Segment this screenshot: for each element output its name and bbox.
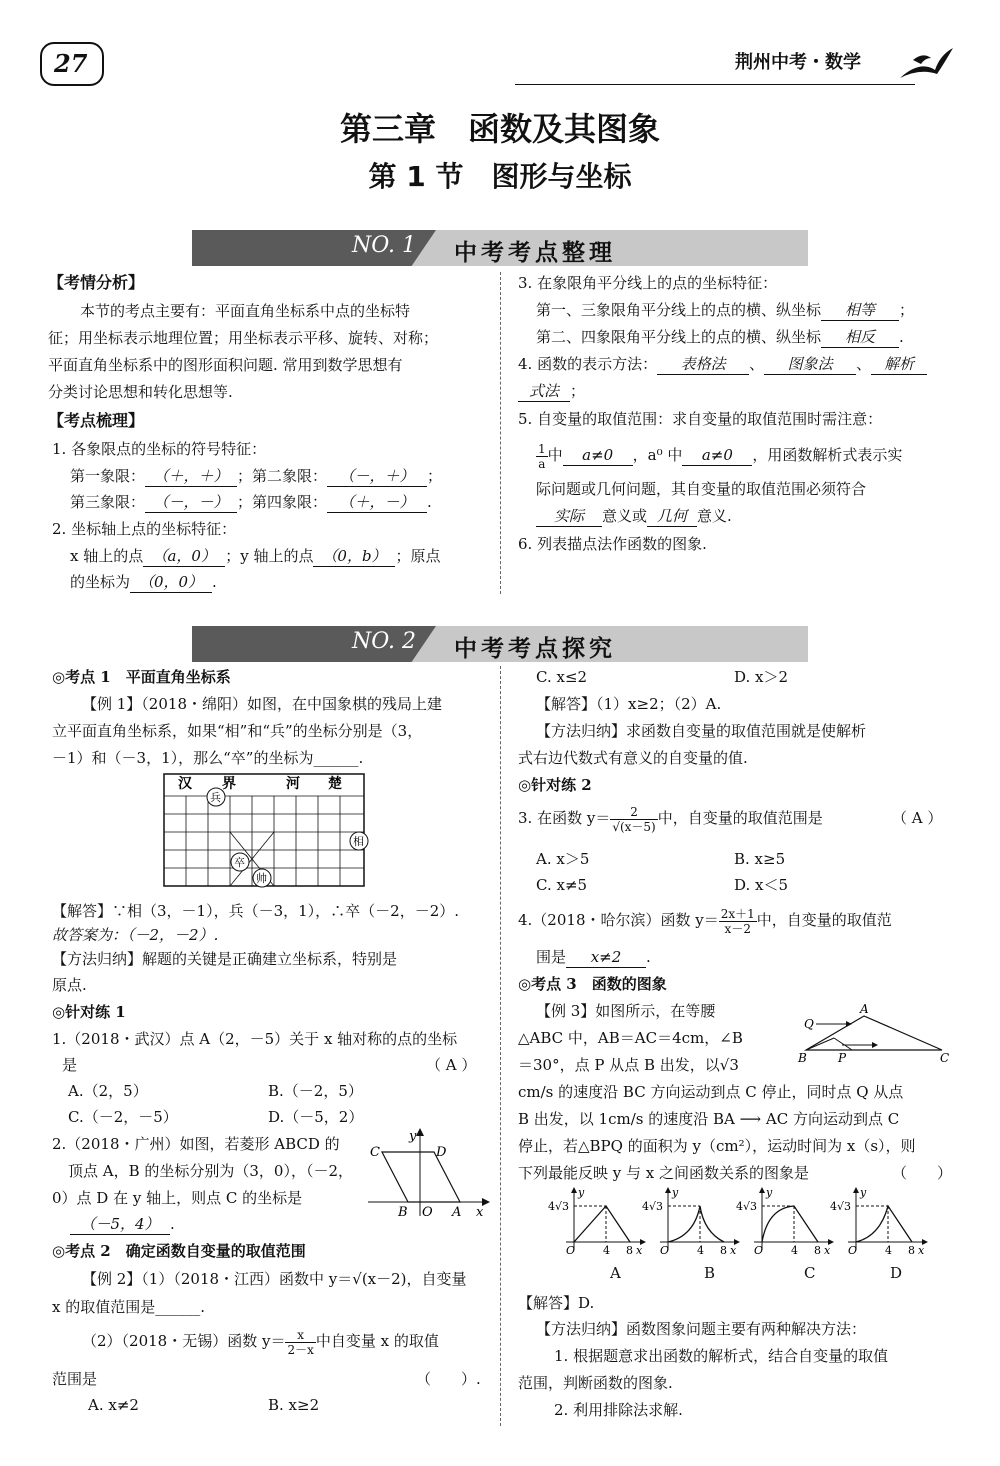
- example-3-line: 停止，若△BPQ 的面积为 y（cm²），运动时间为 x（s），则: [518, 1137, 916, 1155]
- p3b-row: [536, 326, 904, 348]
- option-a: A. x≠2: [88, 1396, 139, 1414]
- question-1-line-2: 是: [62, 1056, 78, 1074]
- chess-board-figure: [160, 770, 372, 892]
- ex2-text: （2）（2018・无锡）函数 y＝: [82, 1332, 286, 1350]
- fraction-2x-plus-1: [719, 907, 757, 936]
- punct: .: [427, 493, 432, 511]
- q4-text: 中，自变量的取值范: [756, 911, 892, 929]
- p5-answer-1: a≠0: [563, 445, 633, 466]
- option-c: C. x≠5: [536, 876, 588, 894]
- analysis-line: 平面直角坐标系中的图形面积问题. 常用到数学思想有: [48, 356, 403, 374]
- topic-1: ◎考点 1 平面直角坐标系: [52, 668, 231, 686]
- punct: 、: [856, 355, 872, 373]
- question-3: [518, 800, 823, 836]
- example-3-line: 下列最能反映 y 与 x 之间函数关系的图象是: [518, 1164, 810, 1182]
- p5-text: ，用函数解析式表示实: [752, 446, 903, 464]
- example-1-line: 立平面直角坐标系，如果“相”和“兵”的坐标分别是（3，: [52, 722, 423, 740]
- punct: 、: [749, 355, 765, 373]
- question-2-line-2: 顶点 A，B 的坐标分别为（3，0），（－2，: [68, 1162, 354, 1180]
- y-axis-label: ；y 轴上的点: [225, 547, 314, 565]
- q4-text: 4.（2018・哈尔滨）函数 y＝: [518, 911, 719, 929]
- point-1: 1. 各象限点的坐标的符号特征：: [52, 440, 267, 458]
- example-2-line: x 的取值范围是______.: [52, 1298, 205, 1316]
- rhombus-figure: [364, 1126, 494, 1218]
- example-3-line: 【例 3】如图所示，在等腰: [536, 1002, 716, 1020]
- piece-zu-label: 卒: [234, 856, 245, 869]
- p4-row-2: [518, 380, 585, 402]
- p3a-answer: 相等: [821, 300, 899, 321]
- label-a: A: [860, 1004, 869, 1016]
- triangle-figure: [792, 1004, 952, 1062]
- punct: .: [212, 573, 217, 591]
- graph-b-curve: [668, 1206, 724, 1242]
- answer-1-line-2: 故答案为：（－2，－2）.: [52, 926, 219, 944]
- punct: .: [646, 948, 651, 966]
- origin-label-2: 的坐标为: [70, 573, 131, 591]
- q3-text: 3. 在函数 y＝: [518, 809, 611, 827]
- quadrant-row-1: [70, 465, 442, 487]
- column-divider: [500, 272, 501, 594]
- p5-text: 意义或: [602, 507, 648, 525]
- answer-3: 【解答】D.: [518, 1294, 595, 1312]
- option-c: C. x≤2: [536, 668, 588, 686]
- x-label: x: [824, 1244, 831, 1256]
- label-p: P: [838, 1051, 847, 1062]
- p5-answer-3: 实际: [536, 506, 602, 527]
- option-b: B. x≥2: [268, 1396, 320, 1414]
- method-3-line: 2. 利用排除法求解.: [554, 1401, 683, 1419]
- tick-8: 8: [814, 1244, 821, 1256]
- origin-label: ；原点: [395, 547, 441, 565]
- p4-row: [518, 353, 927, 375]
- label-o: O: [422, 1205, 433, 1218]
- piece-bing-label: 兵: [210, 791, 221, 804]
- option-a: A. x＞5: [536, 850, 590, 868]
- heading-points: 【考点梳理】: [48, 411, 145, 430]
- ex2-text: 中自变量 x 的取值: [315, 1332, 439, 1350]
- example-3-paren: （ ）: [892, 1164, 953, 1182]
- numerator: 2: [610, 805, 657, 820]
- board-label-he: 河: [286, 776, 300, 792]
- method-2: 【方法归纳】求函数自变量的取值范围就是使解析: [536, 722, 867, 740]
- punct: .: [170, 1215, 175, 1233]
- option-d: D.（－5，2）: [268, 1108, 364, 1126]
- question-2-answer-row: [70, 1213, 175, 1235]
- p5-row-3: [536, 505, 732, 527]
- origin: O: [848, 1244, 858, 1256]
- graph-caption-c: C: [804, 1264, 816, 1282]
- page-number: 27: [54, 49, 88, 78]
- running-title: 荆州中考・数学: [735, 52, 861, 73]
- p3a-label: 第一、三象限角平分线上的点的横、纵坐标: [536, 301, 822, 319]
- y-tick: 4√3: [548, 1200, 570, 1213]
- banner-no1-number: NO. 1: [352, 233, 416, 258]
- origin: O: [660, 1244, 670, 1256]
- graph-a: [548, 1186, 648, 1256]
- label-c: C: [370, 1145, 380, 1160]
- p5-text: 意义.: [697, 507, 732, 525]
- method-1-line-2: 原点.: [52, 976, 87, 994]
- point-2: 2. 坐标轴上点的坐标特征：: [52, 520, 237, 538]
- piece-shuai-label: 帅: [256, 872, 267, 885]
- question-4-answer: x≠2: [566, 947, 646, 968]
- graph-c: [736, 1186, 836, 1256]
- method-3: 【方法归纳】函数图象问题主要有两种解决方法：: [536, 1320, 867, 1338]
- tick-8: 8: [626, 1244, 633, 1256]
- example-2-paren: （ ）.: [416, 1370, 481, 1388]
- example-3-line: △ABC 中，AB＝AC＝4cm，∠B: [518, 1029, 743, 1047]
- punct: ；: [899, 301, 915, 319]
- y-label: y: [672, 1186, 679, 1199]
- page-number-badge: [40, 42, 104, 86]
- example-3-line: cm/s 的速度沿 BC 方向运动到点 C 停止，同时点 Q 从点: [518, 1083, 904, 1101]
- method-3-line: 范围，判断函数的图象.: [518, 1374, 673, 1392]
- fraction-2-over-sqrt: [610, 805, 657, 834]
- fraction-1-over-a: [536, 442, 548, 471]
- punct: .: [899, 328, 904, 346]
- denominator: x－2: [724, 921, 751, 936]
- question-2: 2.（2018・广州）如图，若菱形 ABCD 的: [52, 1135, 340, 1153]
- option-c: C.（－2，－5）: [68, 1108, 178, 1126]
- p5-answer-4: 几何: [647, 506, 697, 527]
- p4-answer-3b: 式法: [518, 381, 570, 402]
- label-q: Q: [804, 1017, 814, 1031]
- punct: ；: [570, 382, 586, 400]
- p3b-answer: 相反: [821, 327, 899, 348]
- numerator: 2x＋1: [720, 906, 755, 921]
- banner-no1-title: 中考考点整理: [454, 240, 616, 266]
- example-3-line: ＝30°，点 P 从点 B 出发，以√3: [518, 1056, 739, 1074]
- analysis-line: 征；用坐标表示地理位置；用坐标表示平移、旋转、对称；: [48, 329, 439, 347]
- example-2-part-2: [82, 1324, 439, 1358]
- y-axis-answer: （0，b）: [313, 546, 395, 567]
- piece-xiang-label: 相: [353, 835, 364, 848]
- q1-answer: （＋，＋）: [145, 466, 237, 487]
- p5-line-2: 际问题或几何问题，其自变量的取值范围必须符合: [536, 480, 867, 498]
- axis-row: [70, 545, 441, 567]
- option-b: B.（－2，5）: [268, 1082, 363, 1100]
- board-label-han: 汉: [178, 776, 192, 792]
- question-2-line-3: 0）点 D 在 y 轴上，则点 C 的坐标是: [52, 1189, 303, 1207]
- q4-label: ；第四象限：: [237, 493, 328, 511]
- y-tick: 4√3: [736, 1200, 758, 1213]
- denominator: √(x－5): [612, 819, 656, 834]
- heading-analysis: 【考情分析】: [48, 273, 145, 292]
- label-d: D: [436, 1145, 447, 1160]
- p3b-label: 第二、四象限角平分线上的点的横、纵坐标: [536, 328, 822, 346]
- example-1-line: －1）和（－3，1），那么“卒”的坐标为______.: [52, 749, 364, 767]
- banner-no2-number: NO. 2: [352, 629, 416, 654]
- label-a: A: [452, 1205, 462, 1218]
- question-1: 1.（2018・武汉）点 A（2，－5）关于 x 轴对称的点的坐标: [52, 1030, 458, 1048]
- p5-text: ，a⁰ 中: [632, 446, 683, 464]
- tick-4: 4: [697, 1244, 704, 1256]
- numerator: x: [285, 1328, 315, 1343]
- example-2-line: 【例 2】（1）（2018・江西）函数中 y＝√(x－2)，自变量: [82, 1270, 467, 1288]
- y-tick: 4√3: [830, 1200, 852, 1213]
- numerator: 1: [538, 441, 546, 456]
- p4-label: 4. 函数的表示方法：: [518, 355, 658, 373]
- chapter-title: 第三章 函数及其图象: [339, 110, 660, 148]
- question-2-answer: （－5，4）: [70, 1214, 170, 1235]
- section-title: 第 1 节 图形与坐标: [368, 160, 632, 193]
- topic-2: ◎考点 2 确定函数自变量的取值范围: [52, 1242, 306, 1260]
- graph-caption-b: B: [704, 1264, 716, 1282]
- graph-b: [642, 1186, 742, 1256]
- label-y: y: [409, 1129, 417, 1144]
- y-label: y: [578, 1186, 585, 1199]
- point-3: 3. 在象限角平分线上的点的坐标特征：: [518, 274, 778, 292]
- label-b: B: [398, 1205, 408, 1218]
- q3-label: 第三象限：: [70, 493, 146, 511]
- q1-label: 第一象限：: [70, 467, 146, 485]
- x-label: x: [636, 1244, 643, 1256]
- quadrant-row-2: [70, 491, 432, 513]
- method-3-line: 1. 根据题意求出函数的解析式，结合自变量的取值: [554, 1347, 889, 1365]
- p4-answer-2: 图象法: [764, 354, 856, 375]
- graph-d: [830, 1186, 930, 1256]
- analysis-line: 本节的考点主要有：平面直角坐标系中点的坐标特: [80, 302, 411, 320]
- board-label-chu: 楚: [328, 776, 342, 792]
- rhombus-abcd: [382, 1152, 460, 1202]
- x-label: x: [730, 1244, 737, 1256]
- origin: O: [754, 1244, 764, 1256]
- label-b: B: [798, 1051, 807, 1062]
- method-2-line-2: 式右边代数式有意义的自变量的值.: [518, 749, 748, 767]
- graph-c-curve: [762, 1206, 818, 1242]
- origin: O: [566, 1244, 576, 1256]
- question-4: [518, 902, 892, 938]
- example-3-line: B 出发，以 1cm/s 的速度沿 BA ⟶ AC 方向运动到点 C: [518, 1110, 900, 1128]
- p5-text: 中: [547, 446, 563, 464]
- punct: ；: [427, 467, 443, 485]
- label-c: C: [940, 1051, 950, 1062]
- banner-no2-title: 中考考点探究: [454, 636, 616, 662]
- header-rule: [515, 84, 915, 85]
- answer-2: 【解答】（1）x≥2；（2）A.: [536, 695, 722, 713]
- denominator: a: [538, 456, 546, 471]
- y-tick: 4√3: [642, 1200, 664, 1213]
- option-a: A.（2，5）: [68, 1082, 148, 1100]
- p5-row: [536, 437, 902, 473]
- denominator: 2－x: [287, 1342, 314, 1357]
- point-6: 6. 列表描点法作函数的图象.: [518, 535, 707, 553]
- topic-3: ◎考点 3 函数的图象: [518, 975, 667, 993]
- y-label: y: [860, 1186, 867, 1199]
- banner-no1: [192, 230, 808, 266]
- fraction-x-over-2-minus-x: [285, 1328, 315, 1357]
- column-divider: [500, 666, 501, 1426]
- x-axis-answer: （a，0）: [143, 546, 225, 567]
- tick-8: 8: [720, 1244, 727, 1256]
- point-5: 5. 自变量的取值范围：求自变量的取值范围时需注意：: [518, 410, 883, 428]
- option-graphs: [518, 1186, 958, 1286]
- q3-text: 中，自变量的取值范围是: [657, 809, 823, 827]
- p4-answer-3: 解析: [871, 354, 927, 375]
- q4-text: 围是: [536, 948, 567, 966]
- question-3-answer: （ A ）: [892, 809, 943, 827]
- graph-caption-d: D: [890, 1264, 903, 1282]
- answer-1: 【解答】∵相（3，－1），兵（－3，1），∴卒（－2，－2）.: [52, 902, 460, 920]
- tick-4: 4: [603, 1244, 610, 1256]
- question-4-line-2: [536, 946, 651, 968]
- q3-answer: （－，－）: [145, 492, 237, 513]
- q2-label: ；第二象限：: [237, 467, 328, 485]
- graph-a-curve: [574, 1206, 630, 1242]
- practice-2: ◎针对练 2: [518, 776, 592, 794]
- p3a-row: [536, 299, 914, 321]
- method-1: 【方法归纳】解题的关键是正确建立坐标系，特别是: [52, 950, 398, 968]
- option-b: B. x≥5: [734, 850, 786, 868]
- p4-answer-1: 表格法: [657, 354, 749, 375]
- example-1-line: 【例 1】（2018・绵阳）如图，在中国象棋的残局上建: [82, 695, 442, 713]
- example-2-line: 范围是: [52, 1370, 98, 1388]
- y-label: y: [766, 1186, 773, 1199]
- tick-8: 8: [908, 1244, 915, 1256]
- option-d: D. x＞2: [734, 668, 789, 686]
- tick-4: 4: [885, 1244, 892, 1256]
- graph-caption-a: A: [610, 1264, 621, 1282]
- origin-row: [70, 571, 217, 593]
- tick-4: 4: [791, 1244, 798, 1256]
- graph-d-curve: [856, 1206, 912, 1242]
- practice-1: ◎针对练 1: [52, 1003, 126, 1021]
- q2-answer: （－，＋）: [327, 466, 427, 487]
- q4-answer: （＋，－）: [327, 492, 427, 513]
- board-label-jie: 界: [222, 776, 236, 792]
- x-axis-label: x 轴上的点: [70, 547, 144, 565]
- origin-answer: （0，0）: [130, 572, 212, 593]
- bird-icon: [895, 40, 955, 90]
- banner-no2: [192, 626, 808, 662]
- question-1-answer: （ A ）: [426, 1056, 477, 1074]
- p5-answer-2: a≠0: [682, 445, 752, 466]
- analysis-line: 分类讨论思想和转化思想等.: [48, 383, 233, 401]
- option-d: D. x＜5: [734, 876, 789, 894]
- x-label: x: [918, 1244, 925, 1256]
- label-x: x: [476, 1205, 484, 1218]
